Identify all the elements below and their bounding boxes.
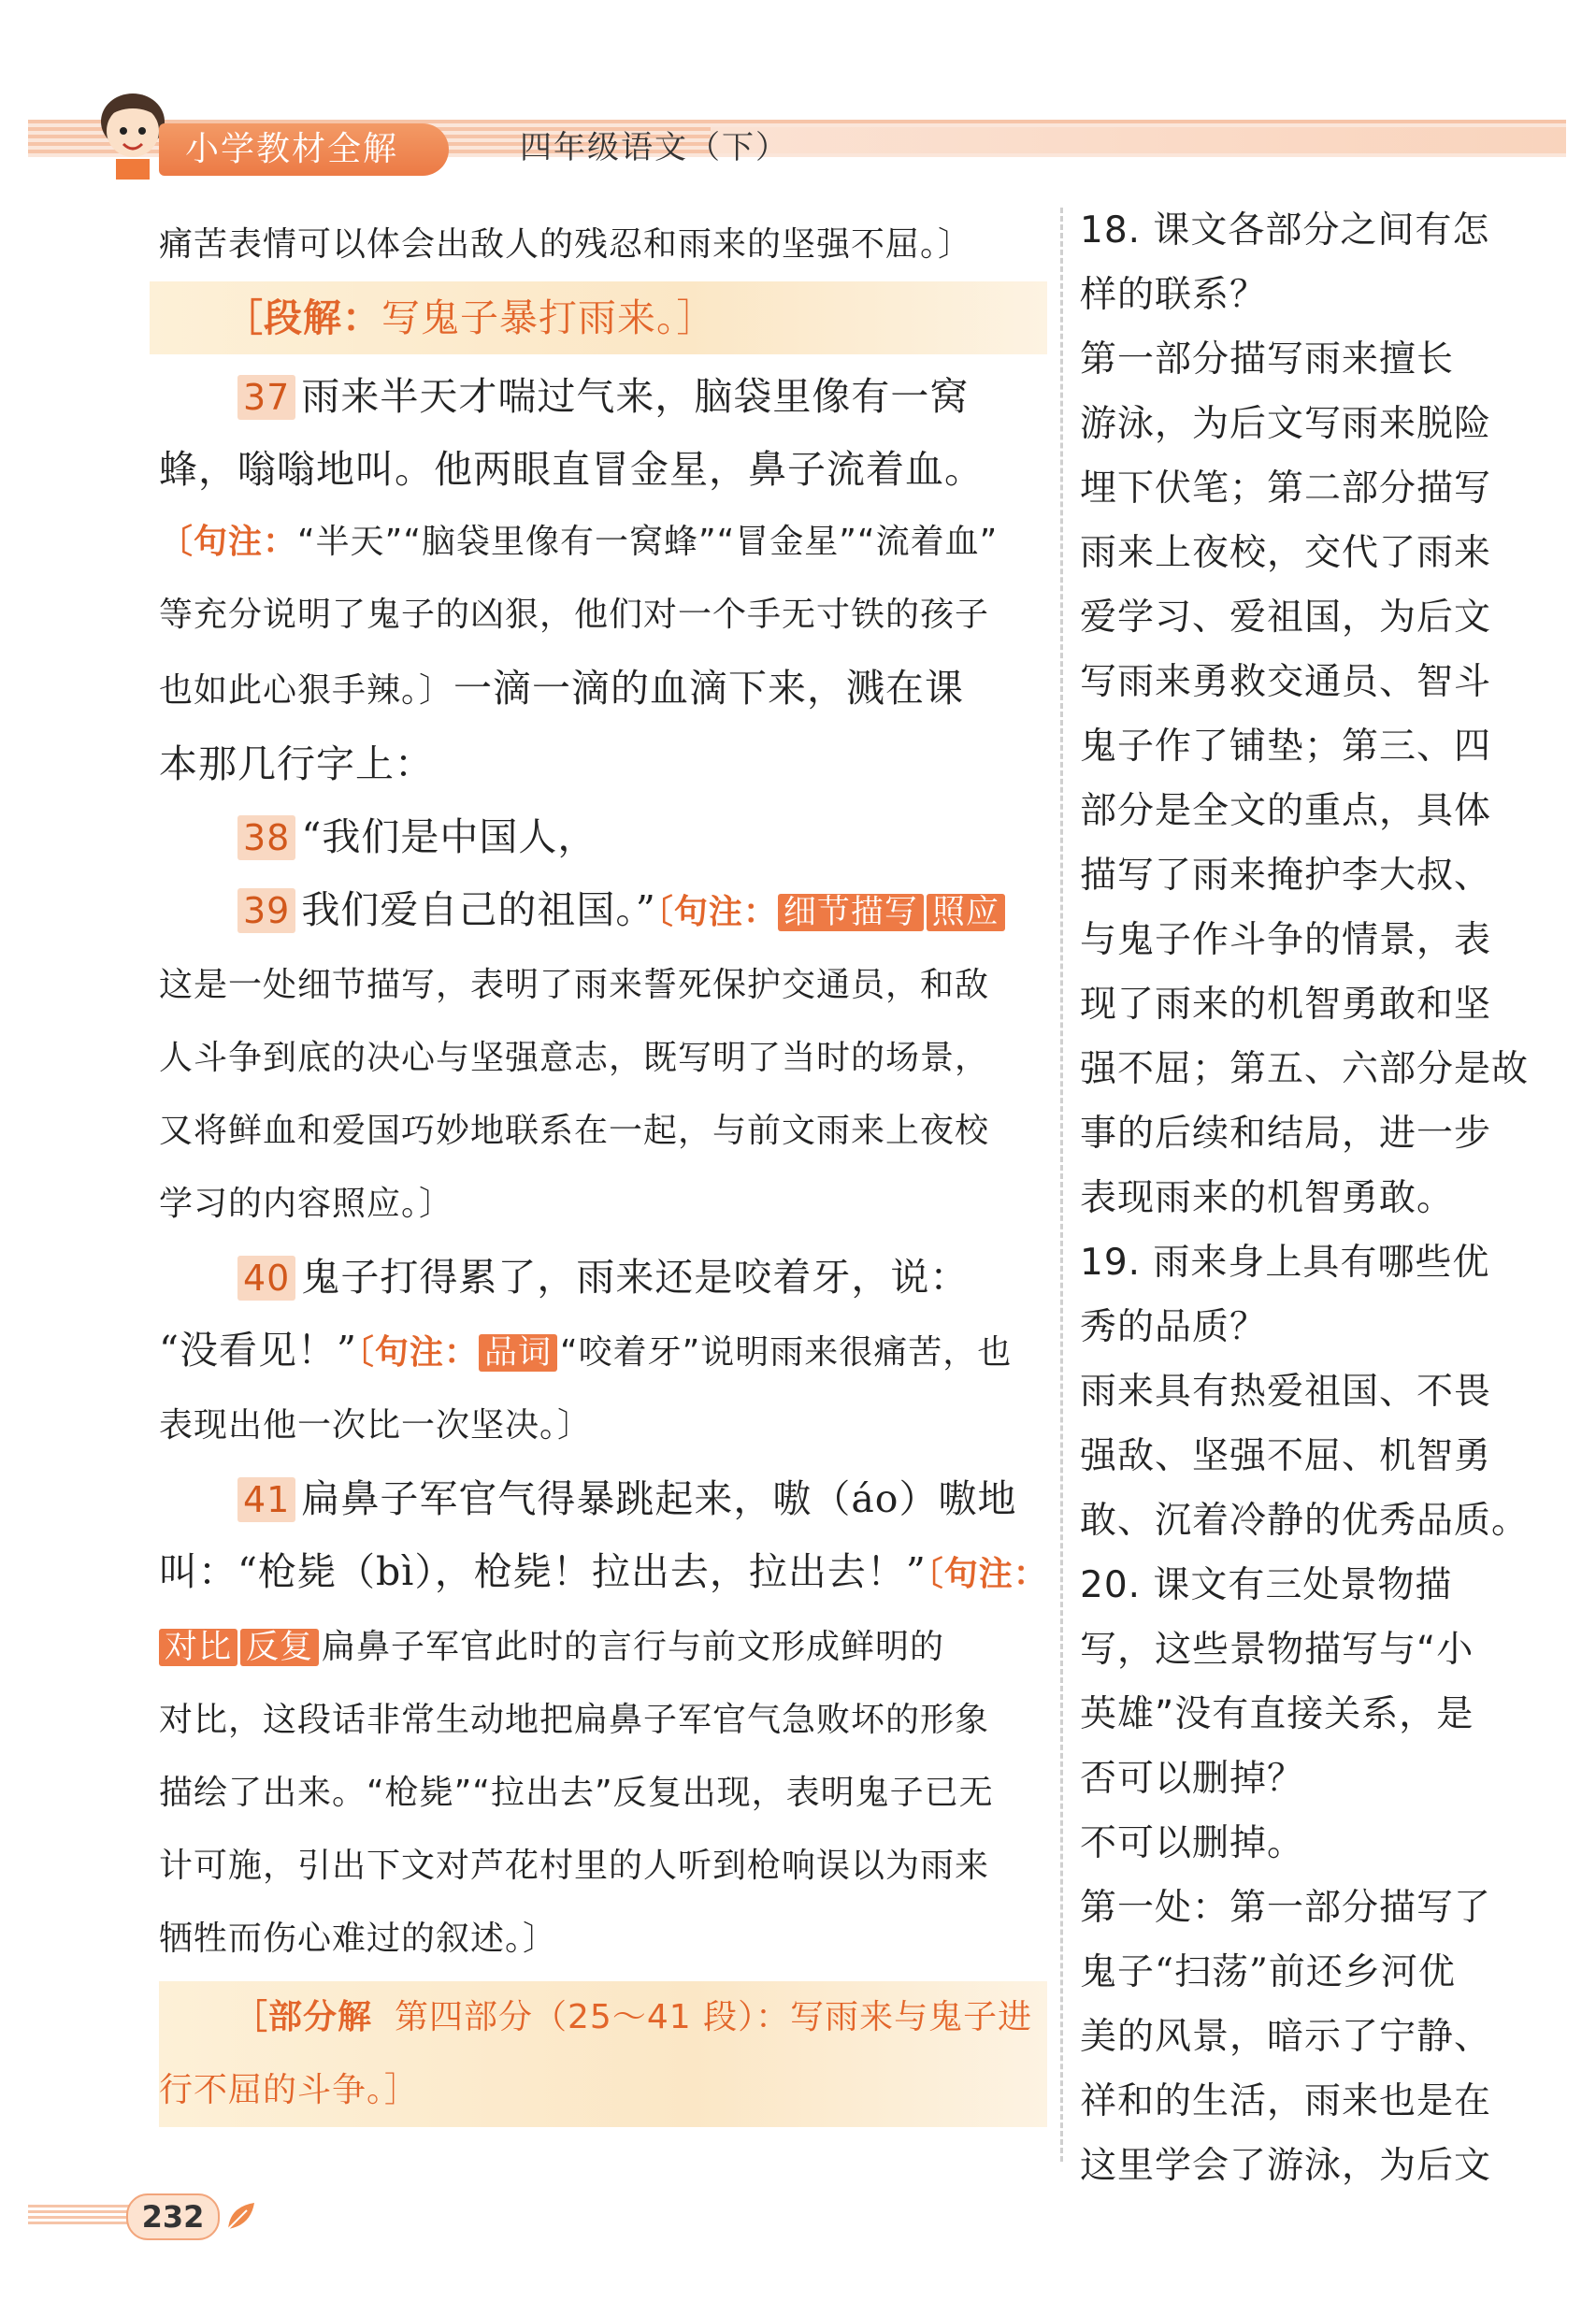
summary-text: 写鬼子暴打雨来。］ bbox=[381, 295, 716, 340]
paragraph-number: 38 bbox=[237, 815, 295, 860]
text-line: 蜂，嗡嗡地叫。他两眼直冒金星，鼻子流着血。 bbox=[159, 447, 984, 492]
text-line: 对比 反复 扁鼻子军官此时的言行与前文形成鲜明的 bbox=[159, 1611, 1047, 1684]
text-line: 牺牲而伤心难过的叙述。〕 bbox=[159, 1920, 558, 1958]
note-tag: 〔句注： bbox=[655, 893, 778, 931]
answer-line: 事的后续和结局，进一步 bbox=[1080, 1113, 1492, 1155]
answer-line: 敢、沉着冷静的优秀品质。 bbox=[1080, 1500, 1530, 1542]
note-pill: 细节描写 bbox=[778, 894, 924, 931]
text-line: 表现出他一次比一次坚决。〕 bbox=[159, 1406, 593, 1445]
text-line: 这是一处细节描写，表明了雨来誓死保护交通员，和敌 bbox=[159, 966, 990, 1004]
question-19: 19. 雨来身上具有哪些优 bbox=[1080, 1242, 1490, 1284]
page-header bbox=[0, 0, 1596, 206]
paragraph-number: 41 bbox=[237, 1477, 295, 1522]
text-line: 等充分说明了鬼子的凶狠，他们对一个手无寸铁的孩子 bbox=[159, 596, 990, 634]
grade-label: 四年级语文（下） bbox=[520, 129, 789, 166]
question-20: 英雄”没有直接关系，是 bbox=[1080, 1693, 1474, 1735]
leaf-icon bbox=[223, 2197, 260, 2235]
main-column bbox=[159, 206, 1047, 2127]
note-pill: 反复 bbox=[240, 1629, 319, 1666]
question-20: 20. 课文有三处景物描 bbox=[1080, 1564, 1453, 1606]
paragraph-summary-band bbox=[150, 281, 1047, 354]
answer-line: 爱学习、爱祖国，为后文 bbox=[1080, 597, 1492, 639]
note-pill: 对比 bbox=[159, 1629, 237, 1666]
text-line: 又将鲜血和爱国巧妙地联系在一起，与前文雨来上夜校 bbox=[159, 1112, 990, 1150]
answer-line: 鬼子“扫荡”前还乡河优 bbox=[1080, 1951, 1456, 1993]
note-pill: 品词 bbox=[479, 1334, 557, 1372]
paragraph-40: 40 鬼子打得累了，雨来还是咬着牙，说： bbox=[159, 1241, 1047, 1314]
answer-line: 写雨来勇救交通员、智斗 bbox=[1080, 661, 1492, 703]
text-line: 学习的内容照应。〕 bbox=[159, 1185, 454, 1223]
note-pill: 照应 bbox=[927, 894, 1005, 931]
page-footer bbox=[28, 2188, 262, 2244]
answer-line: 祥和的生活，雨来也是在 bbox=[1080, 2080, 1492, 2122]
text-line: 对比，这段话非常生动地把扁鼻子军官气急败坏的形象 bbox=[159, 1701, 990, 1739]
section-summary-band bbox=[159, 1981, 1047, 2127]
paragraph-number: 39 bbox=[237, 888, 295, 933]
answer-line: 第一部分描写雨来擅长 bbox=[1080, 338, 1455, 381]
paragraph-41: 41 扁鼻子军官气得暴跳起来，嗷（áo）嗷地 bbox=[159, 1462, 1047, 1535]
answer-line: 现了雨来的机智勇敢和坚 bbox=[1080, 984, 1492, 1026]
note-tag: 〔句注： bbox=[159, 523, 298, 561]
text-line: 痛苦表情可以体会出敌人的残忍和雨来的坚强不屈。〕 bbox=[159, 225, 973, 264]
paragraph-38: 38 “我们是中国人， bbox=[159, 800, 1047, 873]
answer-line: 不可以删掉。 bbox=[1080, 1822, 1305, 1864]
book-title-tab: 小学教材全解 bbox=[159, 123, 449, 176]
answer-line: 表现雨来的机智勇敢。 bbox=[1080, 1177, 1455, 1219]
answer-line: 部分是全文的重点，具体 bbox=[1080, 790, 1492, 832]
text-line: “没看见！”〔句注： 品词 “咬着牙”说明雨来很痛苦，也 bbox=[159, 1328, 1013, 1373]
answer-line: 鬼子作了铺垫；第三、四 bbox=[1080, 726, 1492, 768]
question-20: 写，这些景物描写与“小 bbox=[1080, 1629, 1474, 1671]
column-divider bbox=[1060, 208, 1063, 2162]
note-tag: 〔句注： bbox=[356, 1333, 479, 1372]
answer-line: 强不屈；第五、六部分是故 bbox=[1080, 1048, 1530, 1090]
text-line: 本那几行字上： bbox=[159, 741, 434, 786]
question-20: 否可以删掉？ bbox=[1080, 1758, 1305, 1800]
summary-text: 行不屈的斗争。］ bbox=[159, 2071, 420, 2109]
side-column bbox=[1080, 198, 1530, 2198]
text-line: 也如此心狠手辣。〕一滴一滴的血滴下来，溅在课 bbox=[159, 666, 965, 711]
summary-text: 第四部分（25～41 段）：写雨来与鬼子进 bbox=[395, 1998, 1033, 2036]
answer-line: 游泳，为后文写雨来脱险 bbox=[1080, 403, 1492, 445]
question-18: 18. 课文各部分之间有怎 bbox=[1080, 209, 1490, 252]
answer-line: 美的风景，暗示了宁静、 bbox=[1080, 2016, 1492, 2058]
paragraph-37 bbox=[159, 360, 1047, 433]
note-tag: 〔句注： bbox=[926, 1555, 1048, 1593]
paragraph-number: 40 bbox=[237, 1256, 295, 1301]
answer-line: 第一处：第一部分描写了 bbox=[1080, 1887, 1492, 1929]
sentence-note: 〔句注：“半天”“脑袋里像有一窝蜂”“冒金星”“流着血” bbox=[159, 523, 999, 561]
text-line: 叫：“枪毙（bì），枪毙！拉出去，拉出去！”〔句注： bbox=[159, 1549, 1048, 1594]
answer-line: 描写了雨来掩护李大叔、 bbox=[1080, 855, 1492, 897]
paragraph-39: 39 我们爱自己的祖国。”〔句注： 细节描写 照应 bbox=[159, 873, 1047, 949]
text-line: 人斗争到底的决心与坚强意志，既写明了当时的场景， bbox=[159, 1039, 990, 1077]
text-line: 描绘了出来。“枪毙”“拉出去”反复出现，表明鬼子已无 bbox=[159, 1774, 994, 1812]
paragraph-text: 雨来半天才喘过气来，脑袋里像有一窝 bbox=[301, 374, 970, 419]
answer-line: 这里学会了游泳，为后文 bbox=[1080, 2145, 1492, 2187]
answer-line: 强敌、坚强不屈、机智勇 bbox=[1080, 1435, 1492, 1477]
summary-tag: ［部分解 bbox=[234, 1998, 373, 2036]
page-number: 232 bbox=[126, 2193, 220, 2240]
header-band bbox=[711, 127, 1566, 153]
footer-stripes bbox=[28, 2205, 140, 2227]
answer-line: 埋下伏笔；第二部分描写 bbox=[1080, 467, 1492, 510]
question-19: 秀的品质？ bbox=[1080, 1306, 1268, 1348]
text-line: 计可施，引出下文对芦花村里的人听到枪响误以为雨来 bbox=[159, 1847, 990, 1885]
answer-line: 雨来上夜校，交代了雨来 bbox=[1080, 532, 1492, 574]
answer-line: 与鬼子作斗争的情景，表 bbox=[1080, 919, 1492, 961]
question-18: 样的联系？ bbox=[1080, 274, 1268, 316]
summary-tag: ［段解： bbox=[224, 295, 381, 340]
answer-line: 雨来具有热爱祖国、不畏 bbox=[1080, 1371, 1492, 1413]
paragraph-number: 37 bbox=[237, 375, 295, 420]
